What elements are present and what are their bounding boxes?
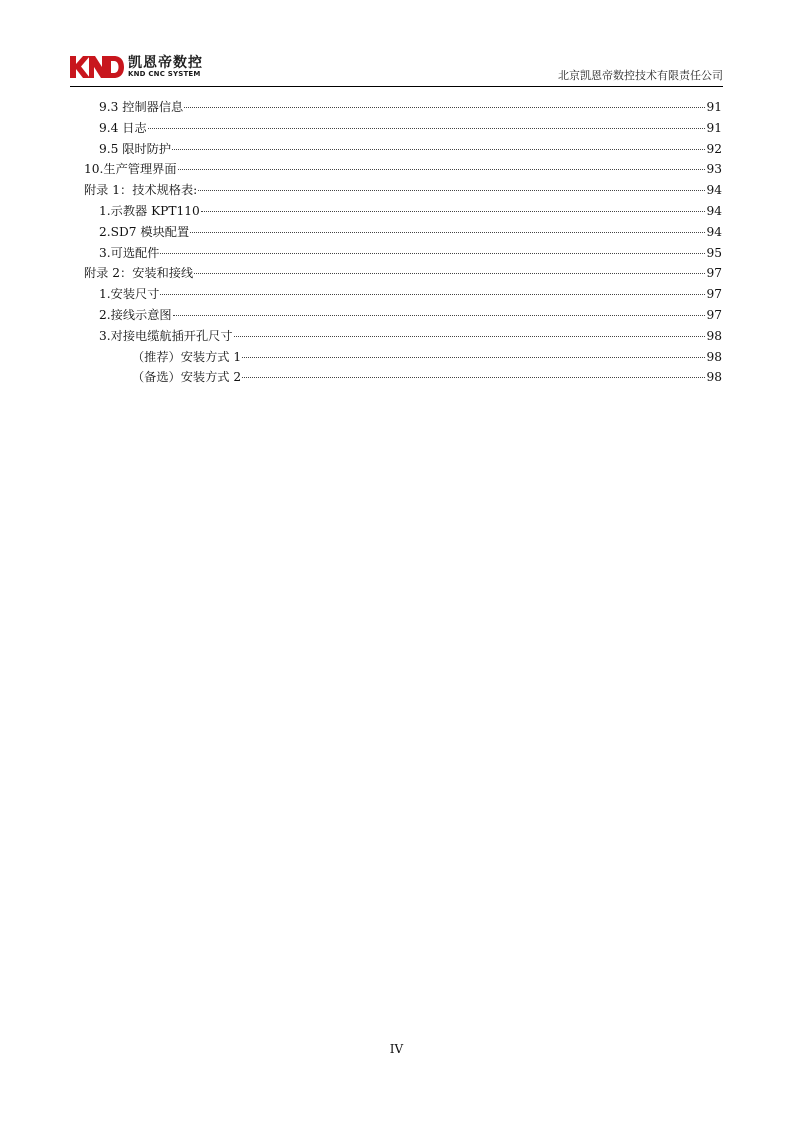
toc-entry-title: （推荐）安装方式 1 [132,349,242,364]
toc-dot-leader [184,93,705,108]
toc-dot-leader [201,197,706,212]
toc-entry-page: 91 [706,100,722,114]
toc-dot-leader [198,176,705,191]
toc-dot-leader [178,155,706,170]
knd-logo [70,55,124,81]
toc-entry-page: 93 [706,162,722,177]
toc-dot-leader [148,114,706,129]
toc-entry-title: （备选）安装方式 2 [132,370,242,385]
company-name: 北京凯恩帝数控技术有限责任公司 [558,69,723,82]
toc-entry-title: 3.对接电缆航插开孔尺寸 [99,328,233,343]
table-of-contents [84,96,722,387]
toc-entry-page: 91 [706,120,722,135]
toc-dot-leader [242,363,705,378]
toc-entry-title: 3.可选配件 [99,245,160,260]
toc-entry-page: 94 [706,224,722,239]
toc-dot-leader [172,135,705,150]
toc-dot-leader [234,322,706,337]
toc-entry-page: 98 [706,349,722,364]
logo-brand-cn: 凯恩帝数控 [128,55,203,71]
toc-entry-title: 9.5 限时防护 [99,141,172,156]
toc-entry-page: 97 [706,287,722,302]
toc-entry-title: 9.3 控制器信息 [99,100,184,114]
toc-dot-leader [160,280,705,295]
toc-entry-page: 94 [706,183,722,198]
logo-brand-en: KND CNC SYSTEM [128,70,201,78]
toc-dot-leader [160,239,705,254]
toc-entry-title: 2.接线示意图 [99,307,172,322]
toc-dot-leader [190,218,705,233]
toc-entry-page: 92 [706,141,722,156]
toc-entry-title: 9.4 日志 [99,120,147,135]
toc-entry-page: 97 [706,266,722,281]
toc-entry-title: 10.生产管理界面 [84,162,177,177]
toc-entry-page: 94 [706,203,722,218]
toc-entry-page: 98 [706,328,722,343]
toc-entry-title: 附录 1：技术规格表: [84,183,198,198]
toc-entry-title: 1.示教器 KPT110 [99,203,200,218]
toc-dot-leader [242,343,705,358]
toc-entry-title: 1.安装尺寸 [99,287,160,302]
toc-dot-leader [194,259,705,274]
toc-dot-leader [173,301,706,316]
page-header [70,52,723,87]
toc-entry-page: 98 [706,370,722,385]
toc-entry-page: 95 [706,245,722,260]
knd-logo-icon [70,55,124,79]
page-number: IV [389,1042,404,1056]
toc-entry-title: 2.SD7 模块配置 [99,224,190,239]
toc-entry-title: 附录 2：安装和接线 [84,266,194,281]
toc-entry[interactable] [84,366,722,387]
toc-entry-page: 97 [706,307,722,322]
